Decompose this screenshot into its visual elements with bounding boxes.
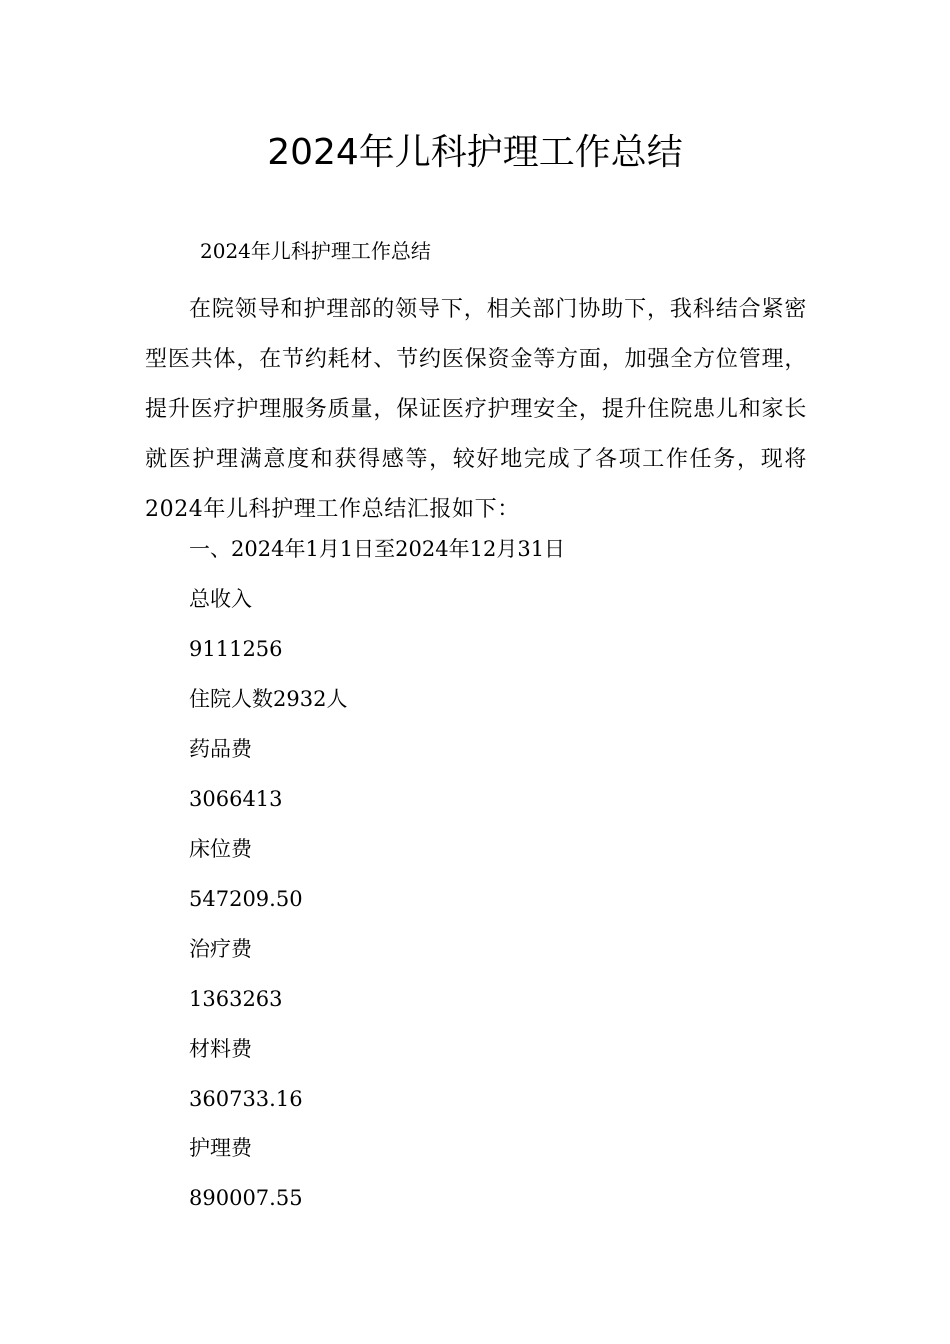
label-inpatient-count: 住院人数2932人 xyxy=(189,687,348,711)
value-treatment-fee: 1363263 xyxy=(189,987,283,1011)
value-nursing-fee: 890007.55 xyxy=(189,1186,303,1210)
label-total-income: 总收入 xyxy=(189,587,252,611)
label-material-fee: 材料费 xyxy=(189,1037,252,1061)
label-treatment-fee: 治疗费 xyxy=(189,937,252,961)
value-material-fee: 360733.16 xyxy=(189,1087,303,1111)
label-nursing-fee: 护理费 xyxy=(189,1136,252,1160)
label-bed-fee: 床位费 xyxy=(189,837,252,861)
section-heading: 一、2024年1月1日至2024年12月31日 xyxy=(189,537,566,561)
value-total-income: 9111256 xyxy=(189,637,283,661)
value-drug-fee: 3066413 xyxy=(189,787,283,811)
label-drug-fee: 药品费 xyxy=(189,737,252,761)
document-subtitle: 2024年儿科护理工作总结 xyxy=(200,239,431,263)
value-bed-fee: 547209.50 xyxy=(189,887,303,911)
document-title: 2024年儿科护理工作总结 xyxy=(267,132,683,173)
intro-paragraph: 在院领导和护理部的领导下，相关部门协助下，我科结合紧密型医共体，在节约耗材、节约医保资金等方面，加强全方位管理，提升医疗护理服务质量，保证医疗护理安全，提升住院患儿和家长就医护理满意度和获得感等，较好地完成了各项工作任务，现将2024年儿科护理工作总结汇报如下： xyxy=(145,297,807,522)
